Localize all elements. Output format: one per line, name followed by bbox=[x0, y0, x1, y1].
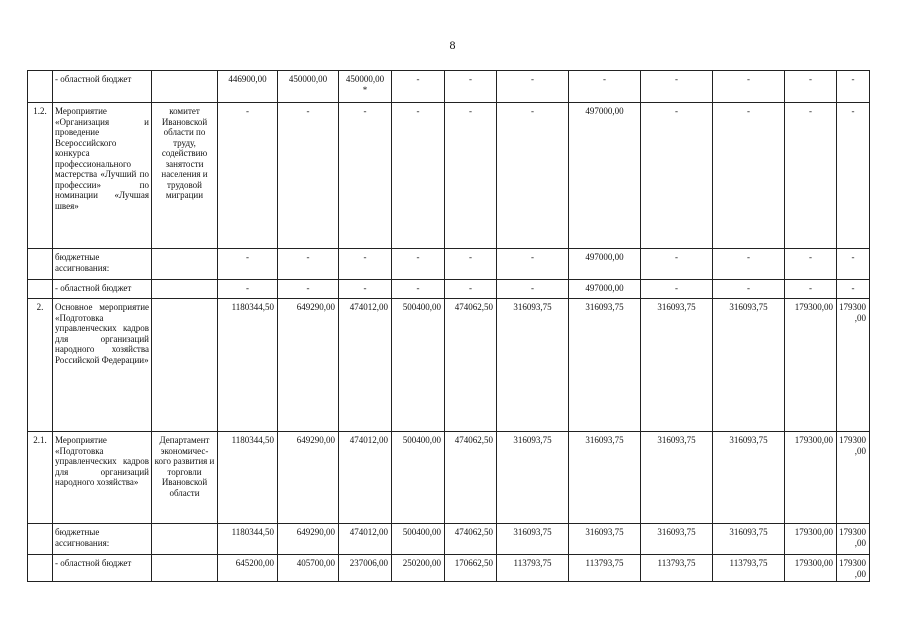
row-executor bbox=[152, 555, 218, 582]
value-cell: - bbox=[713, 280, 785, 299]
table-row bbox=[28, 280, 870, 299]
value-cell: 497000,00 bbox=[569, 280, 641, 299]
value-cell: - bbox=[785, 280, 837, 299]
value-cell: 500400,00 bbox=[392, 432, 445, 524]
row-executor bbox=[152, 299, 218, 432]
value-cell: - bbox=[497, 280, 569, 299]
value-cell: 474012,00 bbox=[339, 524, 392, 555]
value-cell: 446900,00 bbox=[218, 71, 278, 103]
value-cell: - bbox=[445, 103, 497, 249]
value-cell: 474062,50 bbox=[445, 299, 497, 432]
value-cell: 316093,75 bbox=[497, 524, 569, 555]
value-cell: - bbox=[785, 249, 837, 280]
row-executor bbox=[152, 524, 218, 555]
value-cell: 316093,75 bbox=[713, 432, 785, 524]
value-cell: 237006,00 bbox=[339, 555, 392, 582]
table-row bbox=[28, 524, 870, 555]
row-name: Основное мероприятие «Подготовка управленческих кадров для организаций народного хозяйства Российской Федерации» bbox=[53, 299, 152, 432]
value-cell: - bbox=[339, 249, 392, 280]
row-number bbox=[28, 71, 53, 103]
value-cell: - bbox=[641, 249, 713, 280]
table-row bbox=[28, 103, 870, 249]
value-cell: 316093,75 bbox=[497, 299, 569, 432]
value-cell: - bbox=[641, 71, 713, 103]
row-executor bbox=[152, 249, 218, 280]
value-cell: - bbox=[713, 103, 785, 249]
value-cell: 113793,75 bbox=[569, 555, 641, 582]
value-cell: - bbox=[445, 249, 497, 280]
value-cell: 474062,50 bbox=[445, 524, 497, 555]
value-cell: 316093,75 bbox=[569, 432, 641, 524]
value-cell: 316093,75 bbox=[641, 432, 713, 524]
value-cell: 405700,00 bbox=[278, 555, 339, 582]
value-cell: - bbox=[392, 249, 445, 280]
value-cell: - bbox=[837, 280, 870, 299]
value-cell: 500400,00 bbox=[392, 524, 445, 555]
value-cell: 649290,00 bbox=[278, 432, 339, 524]
value-cell: 316093,75 bbox=[641, 524, 713, 555]
value-cell: 645200,00 bbox=[218, 555, 278, 582]
row-name: - областной бюджет bbox=[53, 280, 152, 299]
row-number: 2.1. bbox=[28, 432, 53, 524]
row-name: - областной бюджет bbox=[53, 555, 152, 582]
value-cell: 316093,75 bbox=[713, 299, 785, 432]
value-cell: - bbox=[641, 103, 713, 249]
row-number: 1.2. bbox=[28, 103, 53, 249]
value-cell: 113793,75 bbox=[641, 555, 713, 582]
value-cell: - bbox=[339, 280, 392, 299]
value-cell: - bbox=[218, 280, 278, 299]
row-executor bbox=[152, 71, 218, 103]
value-cell: - bbox=[392, 71, 445, 103]
value-cell: - bbox=[497, 103, 569, 249]
value-cell: - bbox=[641, 280, 713, 299]
value-cell: - bbox=[339, 103, 392, 249]
value-cell: 316093,75 bbox=[713, 524, 785, 555]
value-cell: - bbox=[837, 103, 870, 249]
value-cell: 1180344,50 bbox=[218, 299, 278, 432]
value-cell: 170662,50 bbox=[445, 555, 497, 582]
value-cell: 179300,00 bbox=[837, 555, 870, 582]
value-cell: - bbox=[278, 249, 339, 280]
value-cell: 497000,00 bbox=[569, 103, 641, 249]
value-cell: 179300,00 bbox=[785, 299, 837, 432]
value-cell: - bbox=[785, 71, 837, 103]
value-cell: 179300,00 bbox=[837, 299, 870, 432]
value-cell: 649290,00 bbox=[278, 524, 339, 555]
value-cell: - bbox=[278, 280, 339, 299]
value-cell: 1180344,50 bbox=[218, 524, 278, 555]
value-cell: 474062,50 bbox=[445, 432, 497, 524]
value-cell: - bbox=[837, 71, 870, 103]
page-number: 8 bbox=[449, 38, 456, 52]
value-cell: - bbox=[713, 249, 785, 280]
row-number bbox=[28, 555, 53, 582]
value-cell: - bbox=[497, 71, 569, 103]
value-cell: 179300,00 bbox=[785, 555, 837, 582]
value-cell: - bbox=[278, 103, 339, 249]
table-row bbox=[28, 249, 870, 280]
row-name: бюджетные ассигнования: bbox=[53, 524, 152, 555]
value-cell: - bbox=[445, 71, 497, 103]
value-cell: - bbox=[713, 71, 785, 103]
value-cell: 113793,75 bbox=[497, 555, 569, 582]
value-cell: - bbox=[569, 71, 641, 103]
row-executor: Департамент экономичес-кого развития и торговли Ивановской области bbox=[152, 432, 218, 524]
value-cell: 316093,75 bbox=[569, 299, 641, 432]
value-cell: 250200,00 bbox=[392, 555, 445, 582]
row-executor: комитет Ивановской области по труду, содействию занятости населения и трудовой миграции bbox=[152, 103, 218, 249]
row-name: Мероприятие «Организация и проведение Всероссийского конкурса профессионального мастерства «Лучший по профессии» по номинации «Лучшая швея» bbox=[53, 103, 152, 249]
row-name: Мероприятие «Подготовка управленческих кадров для организаций народного хозяйства» bbox=[53, 432, 152, 524]
table-row bbox=[28, 555, 870, 582]
value-cell: 497000,00 bbox=[569, 249, 641, 280]
value-cell: - bbox=[497, 249, 569, 280]
row-name: бюджетные ассигнования: bbox=[53, 249, 152, 280]
value-cell: 179300,00 bbox=[837, 432, 870, 524]
row-number: 2. bbox=[28, 299, 53, 432]
value-cell: 450000,00 * bbox=[339, 71, 392, 103]
row-name: - областной бюджет bbox=[53, 71, 152, 103]
row-executor bbox=[152, 280, 218, 299]
value-cell: - bbox=[837, 249, 870, 280]
value-cell: - bbox=[785, 103, 837, 249]
budget-table bbox=[27, 70, 870, 582]
value-cell: - bbox=[392, 103, 445, 249]
value-cell: 316093,75 bbox=[497, 432, 569, 524]
value-cell: 179300,00 bbox=[785, 432, 837, 524]
value-cell: - bbox=[392, 280, 445, 299]
value-cell: 316093,75 bbox=[569, 524, 641, 555]
row-number bbox=[28, 249, 53, 280]
value-cell: 500400,00 bbox=[392, 299, 445, 432]
value-cell: 316093,75 bbox=[641, 299, 713, 432]
value-cell: 450000,00 bbox=[278, 71, 339, 103]
value-cell: 1180344,50 bbox=[218, 432, 278, 524]
value-cell: 113793,75 bbox=[713, 555, 785, 582]
value-cell: - bbox=[218, 249, 278, 280]
value-cell: 649290,00 bbox=[278, 299, 339, 432]
value-cell: - bbox=[445, 280, 497, 299]
table-row bbox=[28, 299, 870, 432]
value-cell: 474012,00 bbox=[339, 299, 392, 432]
value-cell: - bbox=[218, 103, 278, 249]
table-row bbox=[28, 71, 870, 103]
value-cell: 474012,00 bbox=[339, 432, 392, 524]
row-number bbox=[28, 524, 53, 555]
table-row bbox=[28, 432, 870, 524]
value-cell: 179300,00 bbox=[837, 524, 870, 555]
value-cell: 179300,00 bbox=[785, 524, 837, 555]
row-number bbox=[28, 280, 53, 299]
